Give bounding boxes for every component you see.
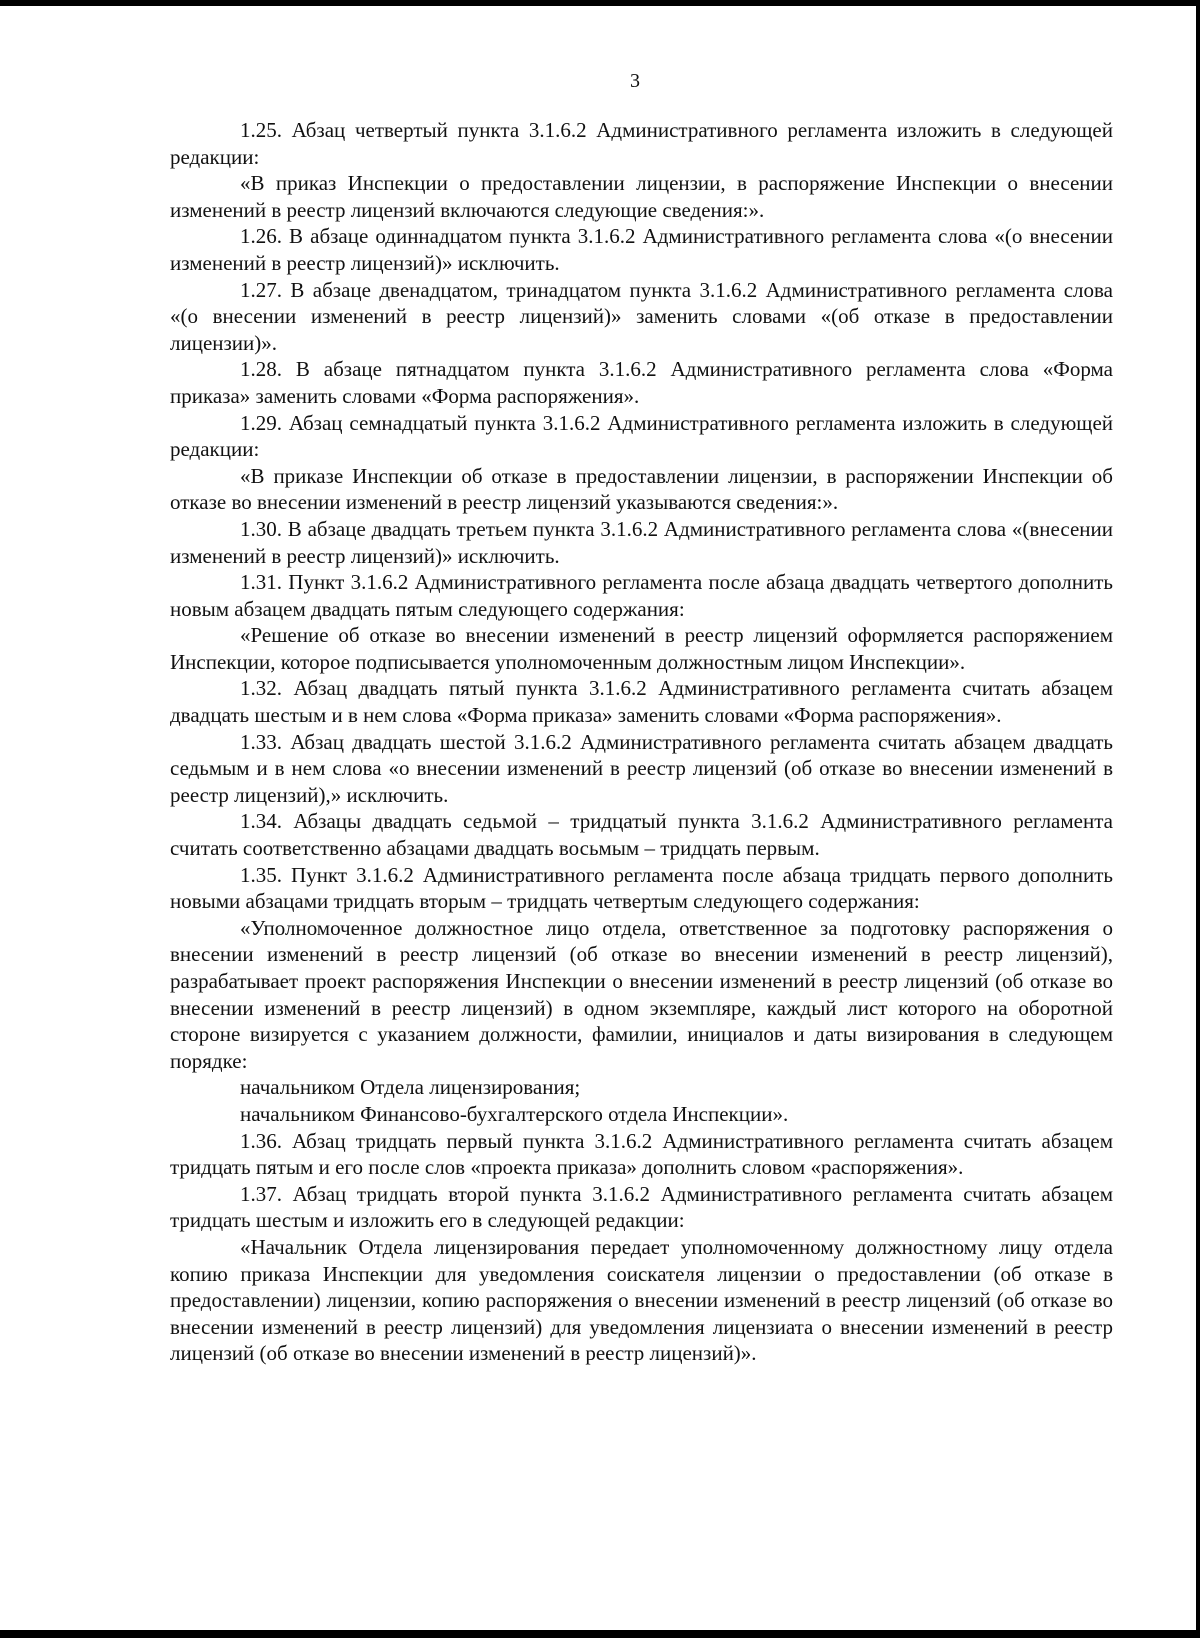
paragraph-1-35-quote: «Уполномоченное должностное лицо отдела, ответственное за подготовку распоряжения о внесении изменений в реестр лицензий (об отказе во внесении изменений в реестр лицензий), разрабатывает проект распоряжения Инспекции о внесении изменений в реестр лицензий (об отказе во внесении изменений в реестр лицензий) в одном экземпляре, каждый лист которого на оборотной стороне визируется с указанием должности, фамилии, инициалов и даты визирования в следующем порядке: <box>170 915 1113 1073</box>
paragraph-1-36: 1.36. Абзац тридцать первый пункта 3.1.6.2 Административного регламента считать абзацем тридцать пятым и его после слов «проекта приказа» дополнить словом «распоряжения». <box>170 1128 1113 1180</box>
document-body <box>170 117 1113 1367</box>
paragraph-1-29-quote: «В приказе Инспекции об отказе в предоставлении лицензии, в распоряжении Инспекции об отказе во внесении изменений в реестр лицензий указываются сведения:». <box>170 463 1113 515</box>
paragraph-1-33: 1.33. Абзац двадцать шестой 3.1.6.2 Административного регламента считать абзацем двадцать седьмым и в нем слова «о внесении изменений в реестр лицензий (об отказе во внесении изменений в реестр лицензий),» исключить. <box>170 729 1113 807</box>
scan-border-top <box>0 0 1200 6</box>
paragraph-1-28: 1.28. В абзаце пятнадцатом пункта 3.1.6.2 Административного регламента слова «Форма приказа» заменить словами «Форма распоряжения». <box>170 357 1113 408</box>
paragraph-1-37-quote: «Начальник Отдела лицензирования передает уполномоченному должностному лицу отдела копию приказа Инспекции для уведомления соискателя лицензии о предоставлении (об отказе в предоставлении) лицензии, копию распоряжения о внесении изменений в реестр лицензий (об отказе во внесении изменений в реестр лицензий) для уведомления лицензиата о внесении изменений в реестр лицензий (об отказе во внесении изменений в реестр лицензий)». <box>170 1234 1113 1366</box>
paragraph-1-34: 1.34. Абзацы двадцать седьмой – тридцатый пункта 3.1.6.2 Административного регламента считать соответственно абзацами двадцать восьмым – тридцать первым. <box>170 809 1113 861</box>
paragraph-1-25: 1.25. Абзац четвертый пункта 3.1.6.2 Административного регламента изложить в следующей редакции: <box>170 118 1113 169</box>
scan-border-bottom <box>0 1630 1200 1638</box>
paragraph-1-35-list-item-2: начальником Финансово-бухгалтерского отдела Инспекции». <box>240 1101 789 1126</box>
paragraph-1-32: 1.32. Абзац двадцать пятый пункта 3.1.6.2 Административного регламента считать абзацем двадцать шестым и в нем слова «Форма приказа» заменить словами «Форма распоряжения». <box>170 676 1113 728</box>
paragraph-1-30: 1.30. В абзаце двадцать третьем пункта 3.1.6.2 Административного регламента слова «(внесении изменений в реестр лицензий)» исключить. <box>170 516 1113 568</box>
paragraph-1-25-quote: «В приказ Инспекции о предоставлении лицензии, в распоряжение Инспекции о внесении изменений в реестр лицензий включаются следующие сведения:». <box>170 171 1113 222</box>
scan-border-right <box>1196 0 1200 1638</box>
paragraph-1-29: 1.29. Абзац семнадцатый пункта 3.1.6.2 Административного регламента изложить в следующей редакции: <box>170 410 1113 462</box>
page-number: 3 <box>630 70 640 92</box>
paragraph-1-37: 1.37. Абзац тридцать второй пункта 3.1.6.2 Административного регламента считать абзацем тридцать шестым и изложить его в следующей редакции: <box>170 1181 1113 1233</box>
paragraph-1-27: 1.27. В абзаце двенадцатом, тринадцатом пункта 3.1.6.2 Административного регламента слова «(о внесении изменений в реестр лицензий)» заменить словами «(об отказе в предоставлении лицензии)». <box>170 277 1113 355</box>
paragraph-1-31: 1.31. Пункт 3.1.6.2 Административного регламента после абзаца двадцать четвертого дополнить новым абзацем двадцать пятым следующего содержания: <box>170 570 1113 621</box>
paragraph-1-35: 1.35. Пункт 3.1.6.2 Административного регламента после абзаца тридцать первого дополнить новыми абзацами тридцать вторым – тридцать четвертым следующего содержания: <box>170 862 1113 914</box>
paragraph-1-31-quote: «Решение об отказе во внесении изменений в реестр лицензий оформляется распоряжением Инспекции, которое подписывается уполномоченным должностным лицом Инспекции». <box>170 623 1113 674</box>
paragraph-1-35-list-item-1: начальником Отдела лицензирования; <box>240 1075 581 1100</box>
paragraph-1-26: 1.26. В абзаце одиннадцатом пункта 3.1.6.2 Административного регламента слова «(о внесении изменений в реестр лицензий)» исключить. <box>170 224 1113 275</box>
